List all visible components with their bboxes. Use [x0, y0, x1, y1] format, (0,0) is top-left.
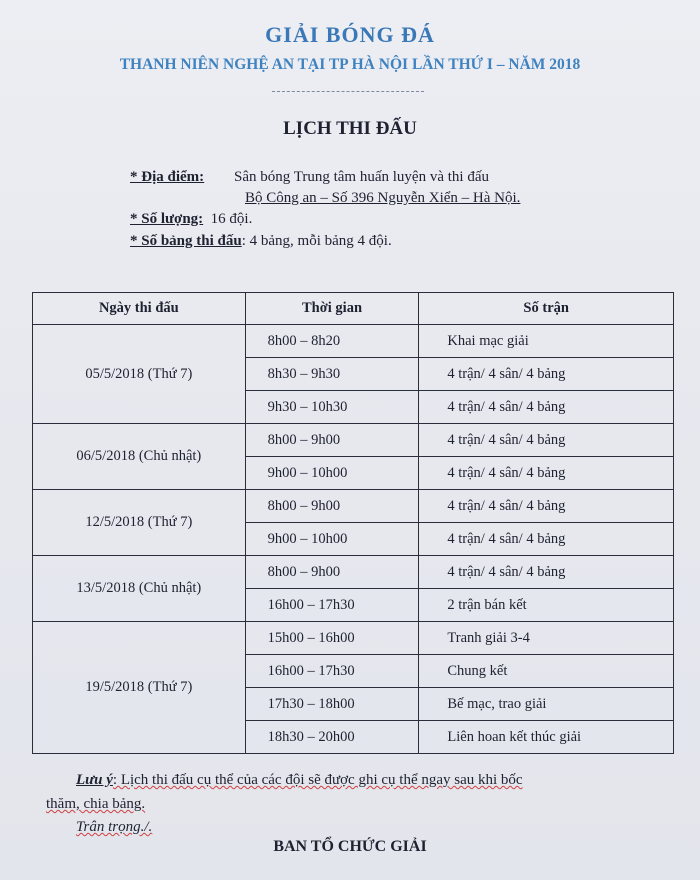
tournament-title: GIẢI BÓNG ĐÁ [265, 22, 435, 47]
match-date: 19/5/2018 (Thứ 7) [33, 622, 246, 754]
note-text-2: thăm, chia bảng. [46, 796, 146, 812]
schedule-title: LỊCH THI ĐẤU [283, 118, 417, 139]
team-count-line [130, 209, 252, 229]
match-info: 4 trận/ 4 sân/ 4 bảng [419, 457, 674, 490]
tournament-subtitle: THANH NIÊN NGHỆ AN TẠI TP HÀ NỘI LẦN THỨ I – NĂM 2018 [119, 56, 581, 73]
group-count-value: : 4 bảng, mỗi bảng 4 đội. [241, 233, 392, 249]
header-time: Thời gian [245, 293, 419, 325]
closing-text: Trân trọng./. [76, 819, 153, 835]
table-row [33, 424, 674, 457]
match-info: 4 trận/ 4 sân/ 4 bảng [419, 556, 674, 589]
note-line-1 [76, 768, 523, 792]
table-row [33, 325, 674, 358]
organizer-signature: BAN TỔ CHỨC GIẢI [273, 838, 427, 855]
venue-address: Bộ Công an – Số 396 Nguyễn Xiển – Hà Nội. [245, 190, 521, 206]
time-slot: 9h00 – 10h00 [245, 457, 419, 490]
title-divider [272, 91, 424, 92]
time-slot: 8h00 – 9h00 [245, 490, 419, 523]
table-row [33, 556, 674, 589]
venue-label-line [130, 167, 204, 187]
match-info: 2 trận bán kết [419, 589, 674, 622]
match-date: 05/5/2018 (Thứ 7) [33, 325, 246, 424]
venue-line-2 [245, 188, 520, 208]
match-info: 4 trận/ 4 sân/ 4 bảng [419, 391, 674, 424]
time-slot: 9h00 – 10h00 [245, 523, 419, 556]
schedule-table [32, 292, 674, 754]
match-info: 4 trận/ 4 sân/ 4 bảng [419, 358, 674, 391]
venue-label: * Địa điểm: [130, 169, 205, 185]
table-row [33, 622, 674, 655]
time-slot: 17h30 – 18h00 [245, 688, 419, 721]
team-count-label: * Số lượng: [130, 211, 204, 227]
time-slot: 15h00 – 16h00 [245, 622, 419, 655]
time-slot: 16h00 – 17h30 [245, 589, 419, 622]
match-info: Bế mạc, trao giải [419, 688, 674, 721]
time-slot: 8h00 – 8h20 [245, 325, 419, 358]
match-date: 06/5/2018 (Chủ nhật) [33, 424, 246, 490]
match-info: Chung kết [419, 655, 674, 688]
match-info: Khai mạc giải [419, 325, 674, 358]
match-info: 4 trận/ 4 sân/ 4 bảng [419, 424, 674, 457]
table-header-row [33, 293, 674, 325]
group-count-label: * Số bảng thi đấu [130, 233, 242, 249]
match-info: Liên hoan kết thúc giải [419, 721, 674, 754]
match-info: Tranh giải 3-4 [419, 622, 674, 655]
header-match: Số trận [419, 293, 674, 325]
time-slot: 8h30 – 9h30 [245, 358, 419, 391]
match-date: 13/5/2018 (Chủ nhật) [33, 556, 246, 622]
group-count-line [130, 231, 392, 251]
table-row [33, 490, 674, 523]
match-info: 4 trận/ 4 sân/ 4 bảng [419, 490, 674, 523]
closing-line [76, 815, 152, 839]
note-label: Lưu ý [76, 772, 113, 788]
time-slot: 18h30 – 20h00 [245, 721, 419, 754]
note-text-1: : Lịch thi đấu cụ thể của các đội sẽ được ghi cụ thể ngay sau khi bốc [112, 772, 523, 788]
time-slot: 16h00 – 17h30 [245, 655, 419, 688]
header-date: Ngày thi đấu [33, 293, 246, 325]
time-slot: 8h00 – 9h00 [245, 424, 419, 457]
venue-line-1: Sân bóng Trung tâm huấn luyện và thi đấu [234, 169, 489, 185]
match-date: 12/5/2018 (Thứ 7) [33, 490, 246, 556]
team-count-value: 16 đội. [210, 211, 253, 227]
match-info: 4 trận/ 4 sân/ 4 bảng [419, 523, 674, 556]
time-slot: 9h30 – 10h30 [245, 391, 419, 424]
note-line-2 [46, 792, 145, 816]
time-slot: 8h00 – 9h00 [245, 556, 419, 589]
